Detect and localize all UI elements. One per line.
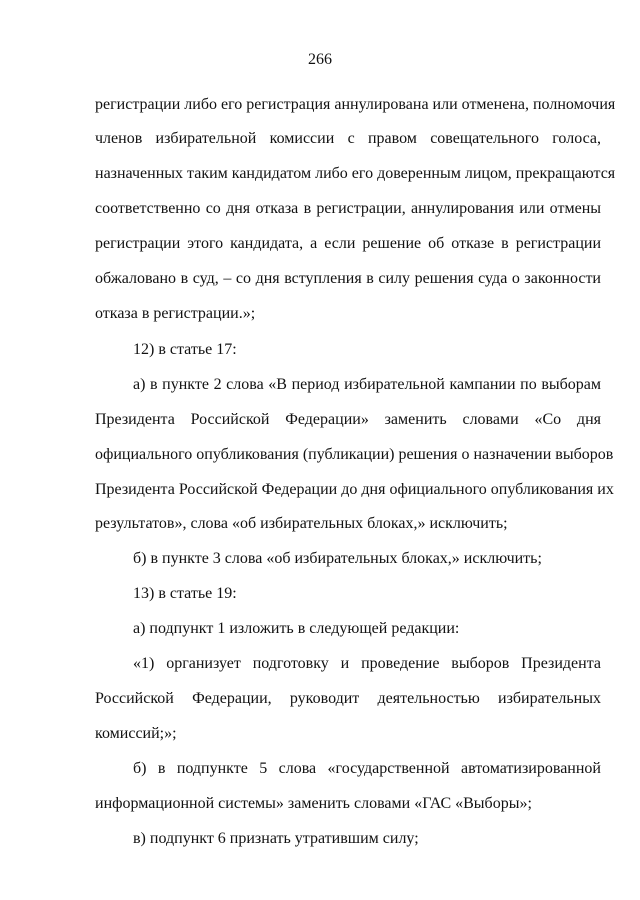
text-line: 13) в статье 19: <box>133 585 237 602</box>
text-line: информационной системы» заменить словами «ГАС «Выборы»; <box>95 795 532 812</box>
text-line: в) подпункт 6 признать утратившим силу; <box>133 830 419 847</box>
text-line: соответственно со дня отказа в регистрации, аннулирования или отмены <box>95 200 601 217</box>
text-line: б) в пункте 3 слова «об избирательных блоках,» исключить; <box>133 550 542 567</box>
text-line: регистрации этого кандидата, а если решение об отказе в регистрации <box>95 235 601 252</box>
text-line: б) в подпункте 5 слова «государственной автоматизированной <box>133 760 601 777</box>
page-number: 266 <box>308 51 332 68</box>
text-line: официального опубликования (публикации) решения о назначении выборов <box>95 446 614 463</box>
text-line: членов избирательной комиссии с правом совещательного голоса, <box>95 130 601 147</box>
text-line: регистрации либо его регистрация аннулирована или отменена, полномочия <box>95 96 616 113</box>
text-line: «1) организует подготовку и проведение выборов Президента <box>133 655 601 672</box>
text-line: а) подпункт 1 изложить в следующей редакции: <box>133 620 460 637</box>
text-line: отказа в регистрации.»; <box>95 305 256 322</box>
text-line: комиссий;»; <box>95 725 177 742</box>
text-line: результатов», слова «об избирательных блоках,» исключить; <box>95 515 508 532</box>
text-line: Российской Федерации, руководит деятельностью избирательных <box>95 690 601 707</box>
text-line: Президента Российской Федерации до дня официального опубликования их <box>95 481 614 498</box>
text-line: назначенных таким кандидатом либо его доверенным лицом, прекращаются <box>95 165 616 182</box>
text-line: обжаловано в суд, – со дня вступления в силу решения суда о законности <box>95 270 601 287</box>
text-line: а) в пункте 2 слова «В период избирательной кампании по выборам <box>133 376 601 393</box>
text-line: Президента Российской Федерации» заменить словами «Со дня <box>95 411 601 428</box>
text-line: 12) в статье 17: <box>133 341 237 358</box>
